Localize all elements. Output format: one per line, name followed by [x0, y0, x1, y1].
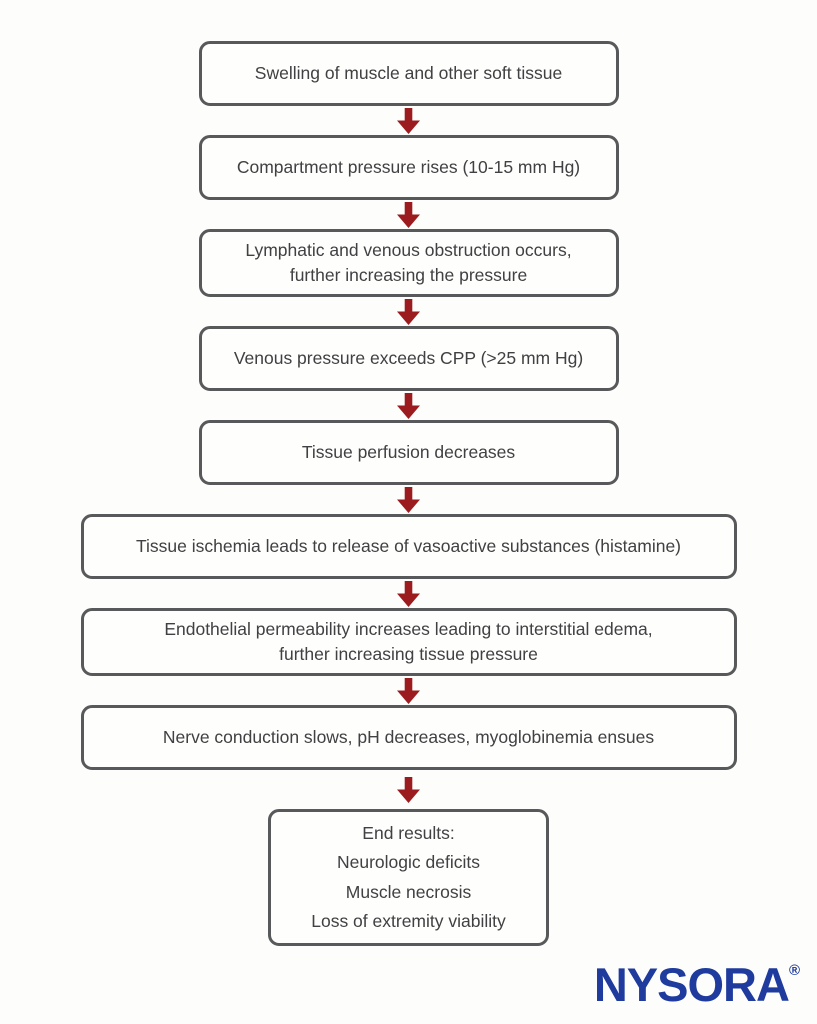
down-arrow-icon — [397, 770, 420, 809]
flow-box-7-line: Endothelial permeability increases leading to interstitial edema, — [164, 619, 653, 639]
flow-box-9-line: Loss of extremity viability — [311, 911, 506, 931]
flow-box-5-line: Tissue perfusion decreases — [301, 442, 516, 462]
flow-box-9 — [268, 809, 549, 946]
flow-box-7-line: further increasing tissue pressure — [279, 644, 538, 664]
down-arrow-icon — [397, 200, 420, 229]
flow-box-3 — [199, 229, 619, 297]
flow-box-6 — [81, 514, 737, 579]
down-arrow-icon — [397, 579, 420, 608]
flow-box-9-line: End results: — [362, 822, 455, 843]
flow-box-1-line: Swelling of muscle and other soft tissue — [254, 63, 563, 83]
down-arrow-icon — [397, 106, 420, 135]
flow-box-8-line: Nerve conduction slows, pH decreases, myoglobinemia ensues — [162, 727, 655, 747]
flow-box-9-line: Muscle necrosis — [345, 881, 472, 902]
flow-box-4-line: Venous pressure exceeds CPP (>25 mm Hg) — [233, 348, 584, 368]
flow-box-3-line: Lymphatic and venous obstruction occurs, — [245, 240, 572, 260]
nysora-logo-text: NYSORA — [593, 958, 789, 1011]
down-arrow-icon — [397, 485, 420, 514]
nysora-logo — [593, 958, 800, 1011]
flow-box-4 — [199, 326, 619, 391]
registered-trademark-icon: ® — [788, 962, 800, 979]
flow-box-2-line: Compartment pressure rises (10-15 mm Hg) — [236, 157, 581, 177]
flow-box-5 — [199, 420, 619, 485]
down-arrow-icon — [397, 297, 420, 326]
flow-box-1 — [199, 41, 619, 106]
flow-box-2 — [199, 135, 619, 200]
flow-box-7 — [81, 608, 737, 676]
flow-box-3-line: further increasing the pressure — [289, 265, 528, 285]
flow-box-8 — [81, 705, 737, 770]
down-arrow-icon — [397, 676, 420, 705]
down-arrow-icon — [397, 391, 420, 420]
flow-box-6-line: Tissue ischemia leads to release of vasoactive substances (histamine) — [135, 536, 682, 556]
flow-box-9-line: Neurologic deficits — [337, 852, 480, 872]
